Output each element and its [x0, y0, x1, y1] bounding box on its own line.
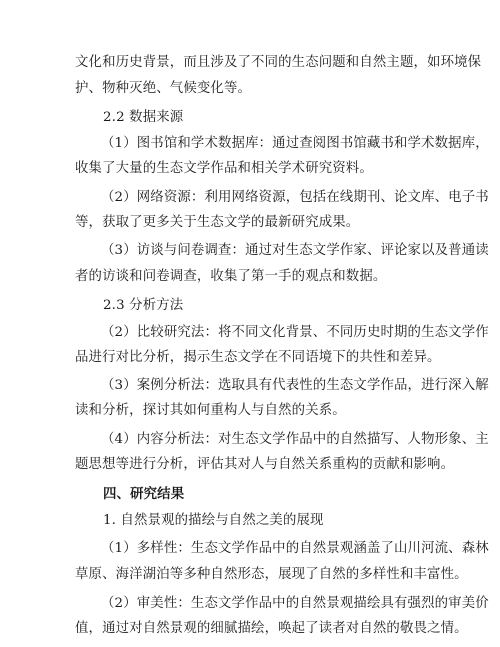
paragraph-line: （2）审美性：生态文学作品中的自然景观描绘具有强烈的审美价 — [101, 596, 489, 611]
paragraph-line: 题思想等进行分析，评估其对人与自然关系重构的贡献和影响。 — [75, 457, 455, 472]
paragraph-line: 读和分析，探讨其如何重构人与自然的关系。 — [75, 403, 346, 418]
section-heading-2-3: 2.3 分析方法 — [103, 298, 184, 313]
paragraph-line: 者的访谈和问卷调查，收集了第一手的观点和数据。 — [75, 269, 387, 284]
paragraph-line: （4）内容分析法：对生态文学作品中的自然描写、人物形象、主 — [101, 432, 489, 447]
paragraph-line: 收集了大量的生态文学作品和相关学术研究资料。 — [75, 161, 373, 176]
paragraph-line: （1）多样性：生态文学作品中的自然景观涵盖了山川河流、森林 — [101, 541, 489, 556]
paragraph-line: 护、物种灭绝、气候变化等。 — [75, 81, 252, 96]
paragraph-line: （1）图书馆和学术数据库：通过查阅图书馆藏书和学术数据库， — [101, 136, 489, 151]
paragraph-line: 文化和历史背景，而且涉及了不同的生态问题和自然主题，如环境保 — [75, 55, 482, 70]
paragraph-line: 等，获取了更多关于生态文学的最新研究成果。 — [75, 215, 360, 230]
chapter-heading: 四、研究结果 — [103, 486, 185, 502]
paragraph-line: 值，通过对自然景观的细腻描绘，唤起了读者对自然的敬畏之情。 — [75, 621, 468, 636]
paragraph-line: （3）访谈与问卷调查：通过对生态文学作家、评论家以及普通读 — [101, 243, 489, 258]
paragraph-line: 品进行对比分析，揭示生态文学在不同语境下的共性和差异。 — [75, 350, 441, 365]
paragraph-line: （2）网络资源：利用网络资源，包括在线期刊、论文库、电子书 — [101, 190, 489, 205]
paragraph-line: （3）案例分析法：选取具有代表性的生态文学作品，进行深入解 — [101, 378, 489, 393]
paragraph-line: 草原、海洋湖泊等多种自然形态，展现了自然的多样性和丰富性。 — [75, 567, 468, 582]
paragraph-line: （2）比较研究法：将不同文化背景、不同历史时期的生态文学作 — [101, 325, 489, 340]
section-heading-2-2: 2.2 数据来源 — [103, 110, 184, 125]
subsection-heading: 1. 自然景观的描绘与自然之美的展现 — [103, 513, 324, 528]
